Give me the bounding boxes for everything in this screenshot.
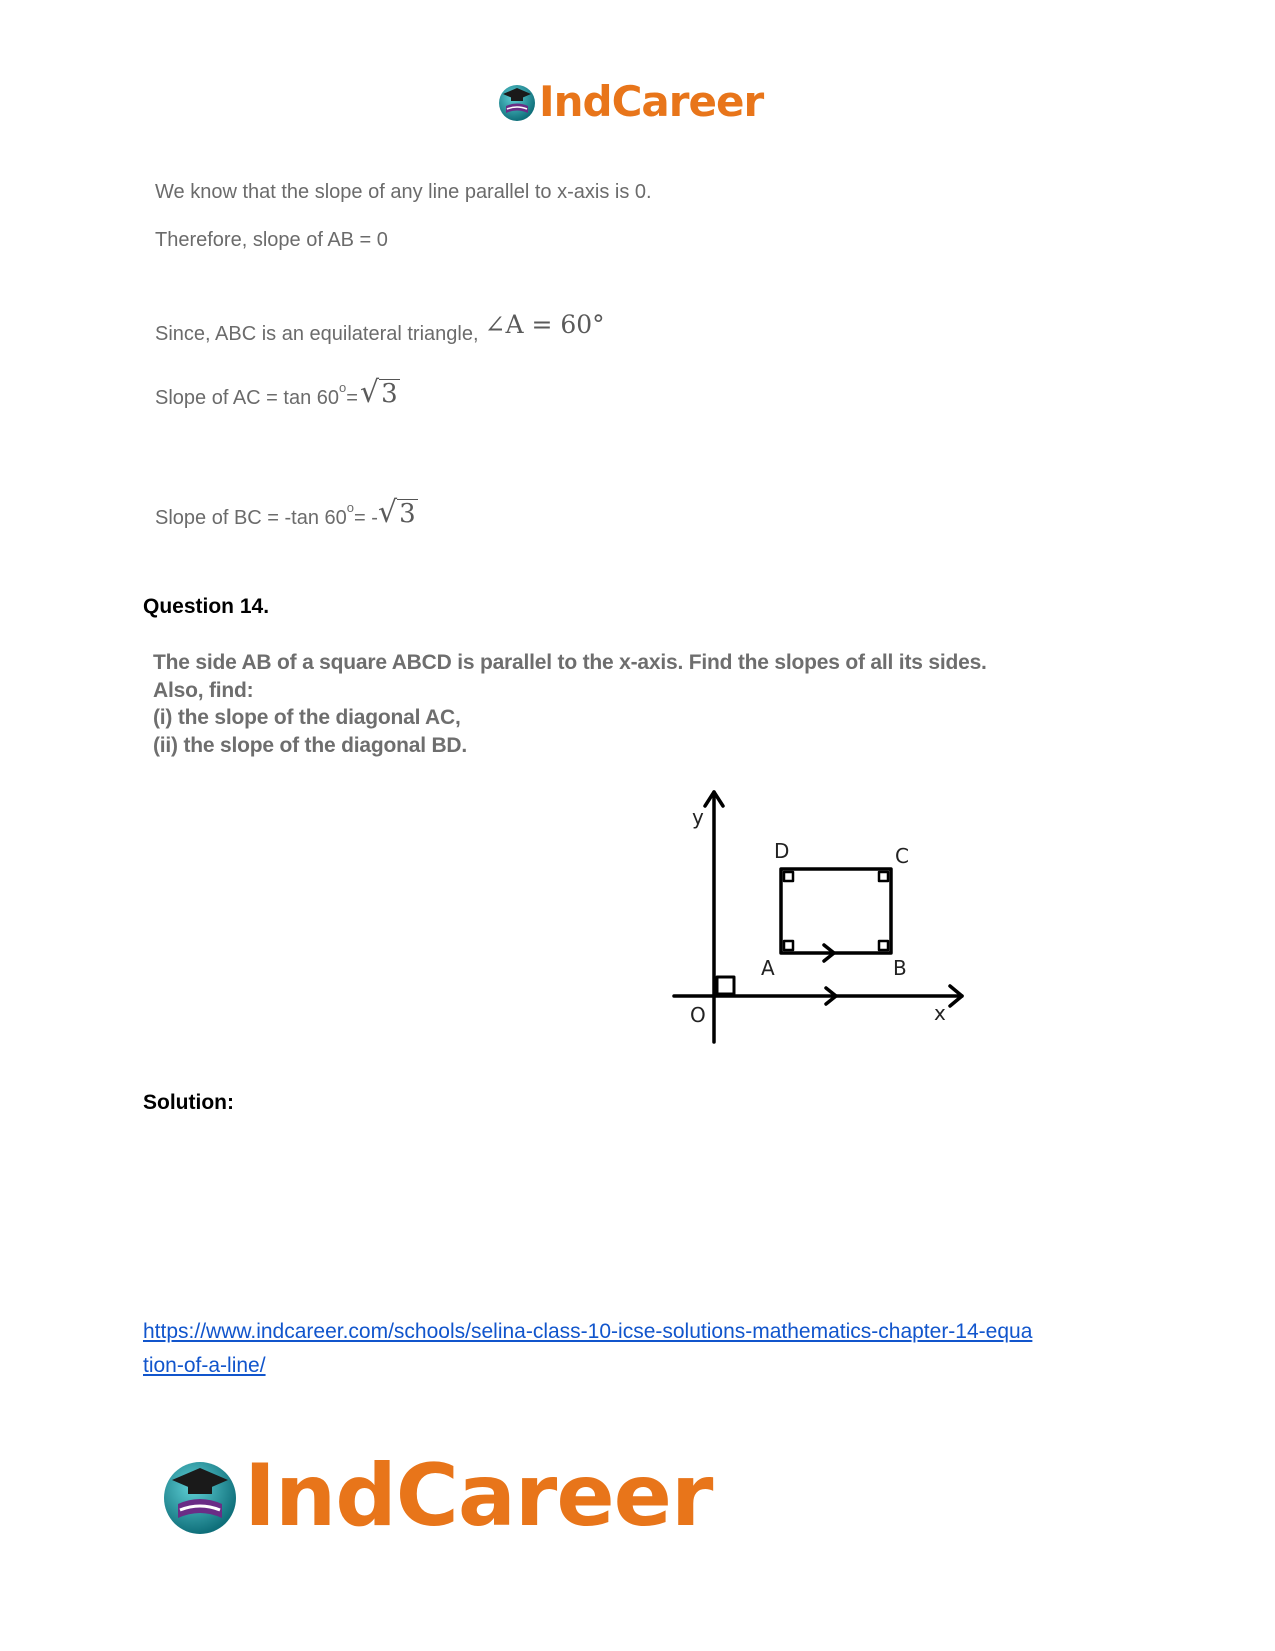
source-link[interactable] — [143, 1315, 1143, 1383]
footer-logo — [160, 1448, 712, 1544]
math-expression: ∠A = 60° — [484, 310, 605, 339]
sqrt-radicand: 3 — [399, 499, 416, 529]
right-angle-a — [784, 941, 793, 950]
text-line: We know that the slope of any line parallel to x-axis is 0. — [155, 181, 652, 203]
sqrt-expression — [377, 495, 418, 530]
question-line: Also, find: — [153, 678, 254, 702]
graduation-book-globe-icon — [160, 1456, 240, 1536]
text-line — [155, 495, 418, 530]
degree-mark: o — [346, 500, 355, 515]
label-b: B — [893, 956, 907, 980]
square-abcd — [781, 869, 891, 953]
header-logo — [497, 78, 763, 126]
source-link-line[interactable]: tion-of-a-line/ — [143, 1354, 266, 1377]
right-angle-b — [879, 941, 888, 950]
text-line: Therefore, slope of AB = 0 — [155, 229, 388, 251]
question-line: (ii) the slope of the diagonal BD. — [153, 733, 468, 757]
text-line — [155, 375, 400, 410]
label-y: y — [692, 805, 704, 829]
text-fragment: = - — [354, 507, 378, 529]
question-line: (i) the slope of the diagonal AC, — [153, 706, 461, 729]
text-fragment: Slope of AC = tan 60 — [155, 387, 340, 409]
text-fragment: Slope of BC = -tan 60 — [155, 507, 347, 529]
sqrt-sign: √ — [359, 375, 380, 410]
source-link-line[interactable]: https://www.indcareer.com/schools/selina-class-10-icse-solutions-mathematics-chapter-14-equa — [143, 1320, 1033, 1343]
right-angle-d — [784, 872, 793, 881]
brand-name: IndCareer — [539, 77, 764, 126]
solution-heading: Solution: — [143, 1091, 234, 1114]
sqrt-expression — [359, 375, 400, 410]
label-c: C — [895, 844, 909, 868]
question-heading: Question 14. — [143, 595, 270, 618]
question-line: The side AB of a square ABCD is parallel to the x-axis. Find the slopes of all its sides. — [153, 651, 987, 674]
brand-name: IndCareer — [244, 1446, 713, 1546]
text-fragment: Since, ABC is an equilateral triangle, — [155, 323, 479, 345]
sqrt-sign: √ — [377, 495, 398, 530]
degree-mark: o — [339, 380, 347, 395]
question-text — [153, 649, 987, 759]
label-o: O — [690, 1003, 706, 1027]
label-d: D — [774, 839, 790, 863]
label-a: A — [761, 956, 775, 980]
graduation-book-globe-icon — [497, 82, 537, 122]
sqrt-radicand: 3 — [381, 379, 398, 409]
origin-right-angle — [717, 977, 734, 994]
text-fragment: = — [346, 387, 358, 409]
text-line — [155, 310, 605, 346]
label-x: x — [934, 1001, 946, 1025]
square-diagram — [660, 780, 1010, 1080]
right-angle-c — [879, 872, 888, 881]
